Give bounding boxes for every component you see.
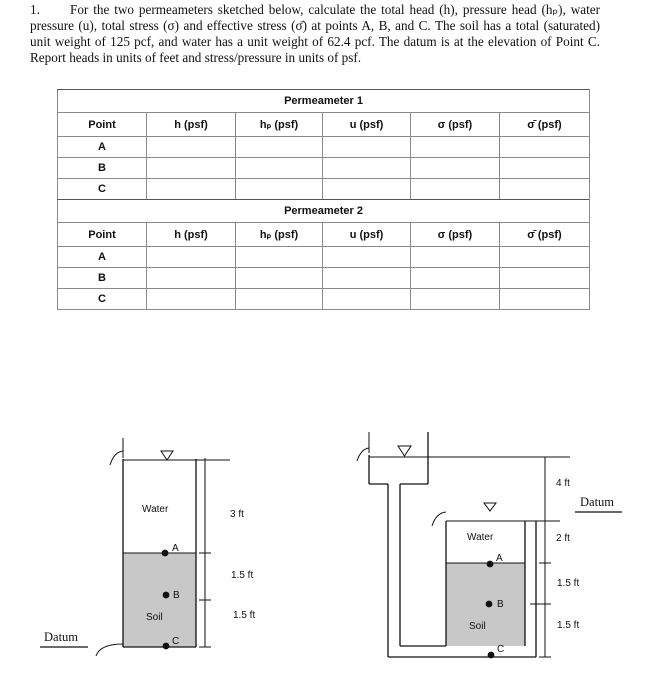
inflow-pipe	[357, 448, 369, 461]
row-point-label: C	[58, 179, 147, 200]
column-header: hₚ (psf)	[236, 113, 323, 137]
dimension-water-label: 3 ft	[230, 509, 244, 520]
point-a-marker	[487, 561, 494, 568]
soil-label: Soil	[146, 612, 163, 623]
point-c-label: C	[172, 636, 180, 647]
point-b-marker	[163, 592, 170, 599]
water-label: Water	[467, 532, 494, 543]
column-header: σ̄ (psf)	[500, 223, 590, 247]
inflow-pipe	[110, 451, 123, 465]
datum-label: Datum	[580, 495, 615, 509]
table-title: Permeameter 1	[58, 90, 590, 113]
dimension-soil-lower-label: 1.5 ft	[233, 610, 256, 621]
table-title: Permeameter 2	[58, 200, 590, 223]
point-b-label: B	[497, 599, 504, 610]
column-header: σ (psf)	[411, 223, 500, 247]
column-header: h (psf)	[147, 223, 236, 247]
water-level-triangle-icon	[161, 451, 173, 460]
row-point-label: A	[58, 247, 147, 268]
column-header: Point	[58, 113, 147, 137]
column-header: Point	[58, 223, 147, 247]
soil-label: Soil	[469, 621, 486, 632]
point-c-marker	[488, 652, 495, 659]
dimension-water-label: 2 ft	[556, 533, 570, 544]
dimension-top-label: 4 ft	[556, 478, 570, 489]
dimension-soil-lower-label: 1.5 ft	[557, 620, 580, 631]
column-header: u (psf)	[323, 223, 411, 247]
point-a-label: A	[496, 553, 503, 564]
column-header: hₚ (psf)	[236, 223, 323, 247]
point-a-label: A	[172, 543, 179, 554]
point-c-label: C	[497, 644, 505, 655]
row-point-label: B	[58, 268, 147, 289]
point-c-marker	[163, 643, 170, 650]
column-header: σ̄ (psf)	[500, 113, 590, 137]
column-header: h (psf)	[147, 113, 236, 137]
dimension-soil-upper-label: 1.5 ft	[231, 570, 254, 581]
water-level-triangle-icon	[484, 503, 496, 511]
water-level-triangle-icon	[398, 446, 411, 456]
problem-text: For the two permeameters sketched below, calculate the total head (h), pressure head (hₚ), water pressure (u), total stress (σ) and effective stress (σ̄) at points A, B, and C. The soil has a total (saturated) unit weight of 125 pcf, and water has a unit weight of 62.4 pcf. The datum is at the elevation of Point C. Report heads in units of feet and stress/pressure in units of psf.	[30, 2, 600, 65]
permeameter-2-diagram	[357, 432, 622, 658]
column-header: σ (psf)	[411, 113, 500, 137]
soil-region	[123, 553, 196, 647]
point-b-label: B	[173, 590, 180, 601]
outflow-pipe	[96, 644, 123, 656]
datum-label: Datum	[44, 630, 79, 644]
point-a-marker	[162, 550, 169, 557]
row-point-label: B	[58, 158, 147, 179]
water-label: Water	[142, 504, 169, 515]
dimension-soil-upper-label: 1.5 ft	[557, 578, 580, 589]
permeameter-1-diagram	[40, 438, 255, 656]
soil-region	[446, 563, 525, 646]
outflow-pipe	[432, 512, 446, 526]
point-b-marker	[486, 601, 493, 608]
row-point-label: C	[58, 289, 147, 310]
column-header: u (psf)	[323, 113, 411, 137]
row-point-label: A	[58, 137, 147, 158]
problem-number: 1.	[30, 2, 40, 17]
